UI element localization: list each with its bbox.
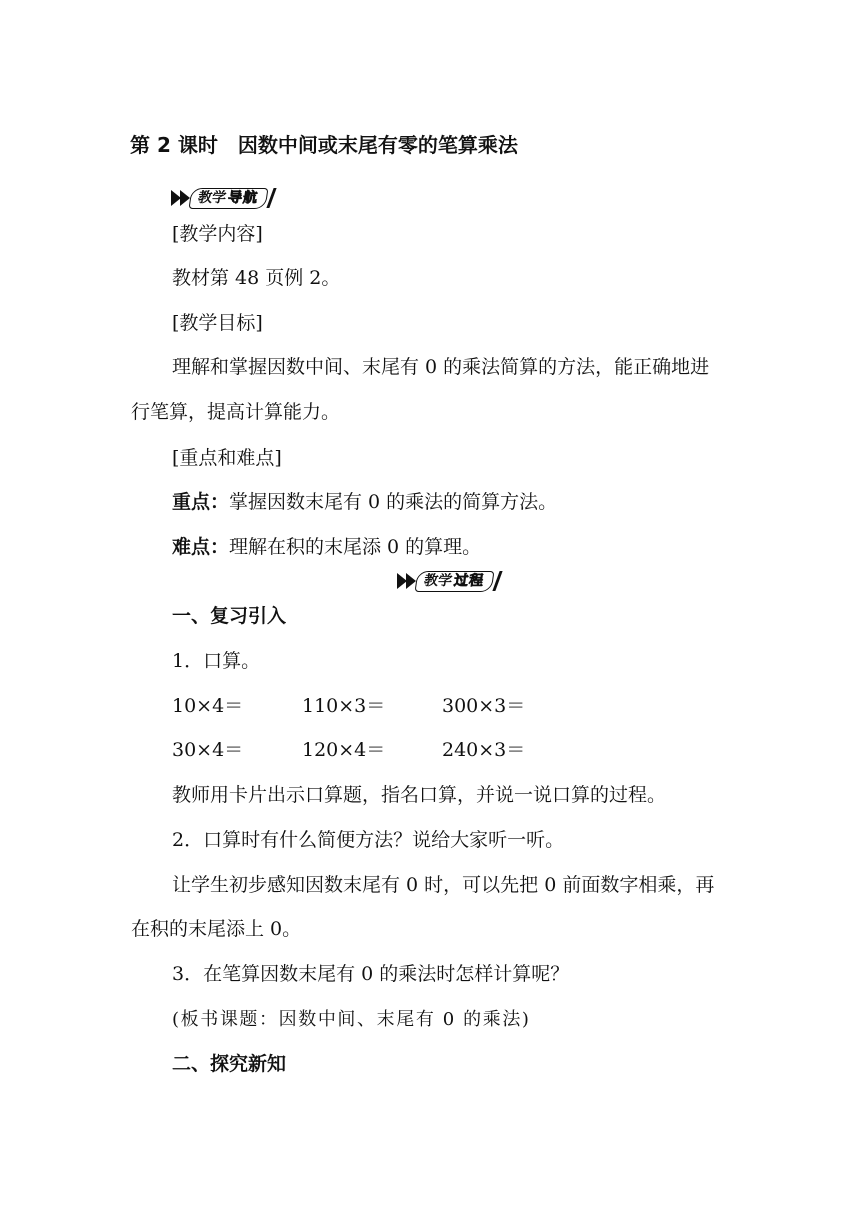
- item-3: 3．在笔算因数末尾有 0 的乘法时怎样计算呢？: [172, 963, 570, 985]
- calc-2-2: 120×4＝: [302, 739, 386, 761]
- calc-2-1: 30×4＝: [172, 739, 244, 761]
- badge-left-text: 教学: [422, 572, 454, 589]
- key-label: [重点和难点]: [172, 447, 282, 469]
- double-arrow-icon: [171, 190, 189, 206]
- key-point-label: 重点：: [172, 491, 230, 513]
- teaching-guide-badge: [171, 187, 273, 209]
- key-point: [172, 490, 557, 514]
- hard-point-label: 难点：: [172, 536, 230, 558]
- goal-line-1: 理解和掌握因数中间、末尾有 0 的乘法简算的方法，能正确地进: [172, 356, 710, 378]
- item-2: 2．口算时有什么简便方法？说给大家听一听。: [172, 829, 565, 851]
- content-text: 教材第 48 页例 2。: [172, 267, 341, 289]
- badge-right-text: 导航: [226, 189, 260, 206]
- perceive-line-1: 让学生初步感知因数末尾有 0 时，可以先把 0 前面数字相乘，再: [172, 874, 715, 896]
- badge-pill: [415, 571, 495, 592]
- hard-point-text: 理解在积的末尾添 0 的算理。: [229, 536, 482, 558]
- teaching-process-badge: [397, 570, 499, 592]
- perceive-line-2: 在积的末尾添上 0。: [131, 918, 302, 940]
- section-review: 一、复习引入: [172, 605, 287, 627]
- hard-point: [172, 535, 481, 559]
- calc-2-3: 240×3＝: [442, 739, 526, 761]
- double-arrow-icon: [397, 573, 415, 589]
- goal-label: [教学目标]: [172, 312, 263, 334]
- key-point-text: 掌握因数末尾有 0 的乘法的简算方法。: [229, 491, 558, 513]
- calc-1-2: 110×3＝: [302, 695, 386, 717]
- goal-line-2: 行笔算，提高计算能力。: [131, 401, 341, 423]
- badge-left-text: 教学: [196, 189, 228, 206]
- calc-1-3: 300×3＝: [442, 695, 526, 717]
- badge-pill: [189, 188, 269, 209]
- content-label: [教学内容]: [172, 223, 263, 245]
- calc-1-1: 10×4＝: [172, 695, 244, 717]
- teacher-text: 教师用卡片出示口算题，指名口算，并说一说口算的过程。: [172, 784, 667, 806]
- page-title: 第 2 课时 因数中间或末尾有零的笔算乘法: [130, 133, 518, 157]
- board-title: (板书课题：因数中间、末尾有 0 的乘法): [172, 1009, 531, 1030]
- badge-right-text: 过程: [452, 572, 486, 589]
- item-1: 1．口算。: [172, 650, 261, 672]
- section-explore: 二、探究新知: [172, 1053, 287, 1075]
